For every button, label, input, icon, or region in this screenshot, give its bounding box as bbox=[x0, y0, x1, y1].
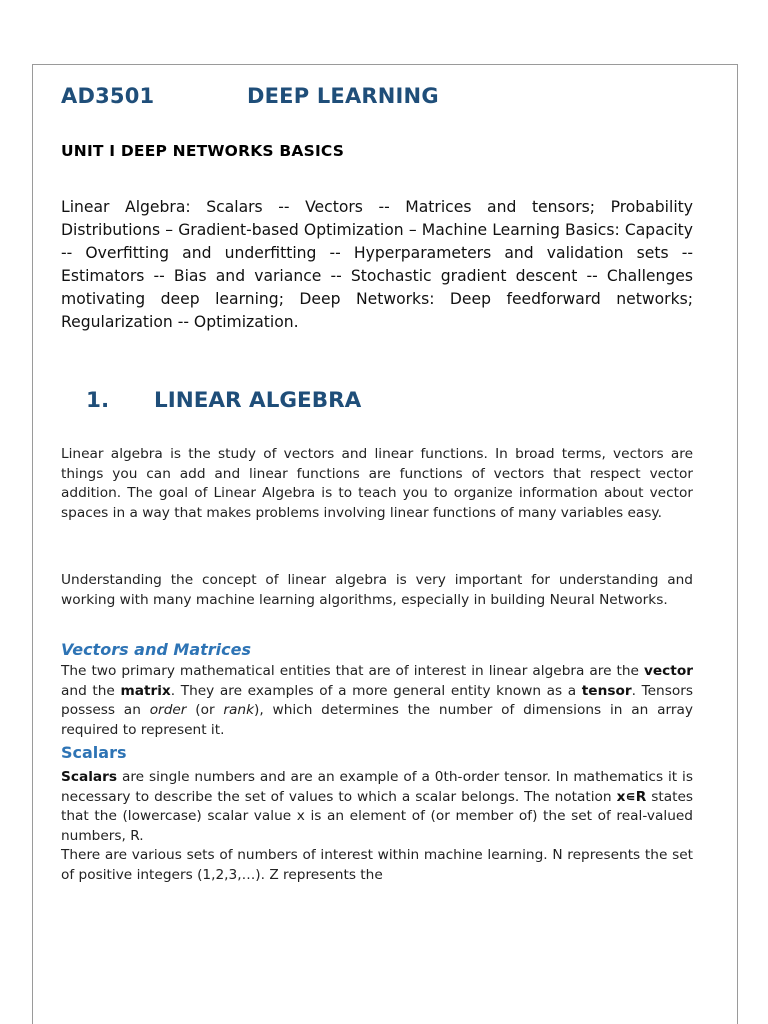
bold-term-scalars: Scalars bbox=[61, 769, 118, 785]
text-run: ), which determines the number of dimensions in an array required to represent it. bbox=[61, 702, 693, 738]
syllabus-text: Linear Algebra: Scalars -- Vectors -- Matrices and tensors; Probability Distributions – Gradient-based Optimization – Machine Learning Basics: Capacity -- Overfitting and underfitting -- Hyperparameters and validation sets -- Estimators -- Bias and variance -- Stochastic gradient descent -- Challenges motivating deep learning; Deep Networks: Deep feedforward networks; Regularization -- Optimization. bbox=[61, 198, 693, 331]
section-number: 1. bbox=[86, 388, 110, 413]
text-run: and the bbox=[61, 682, 121, 699]
importance-paragraph: Understanding the concept of linear algebra is very important for understanding and working with many machine learning algorithms, especially in building Neural Networks. bbox=[61, 572, 693, 608]
text-run: (or bbox=[186, 702, 224, 718]
section-heading bbox=[86, 388, 718, 413]
scalars-paragraph bbox=[61, 768, 693, 885]
italic-term-order: order bbox=[149, 702, 187, 718]
text-run: The two primary mathematical entities that are of interest in linear algebra are the bbox=[61, 663, 644, 679]
scalars-heading: Scalars bbox=[61, 743, 127, 762]
text-run: states that the (lowercase) scalar value x is an element of (or member of) the set of real-valued numbers, R. bbox=[61, 788, 694, 844]
text-run: are single numbers and are an example of a 0th-order tensor. In mathematics it is necessary to describe the set of values to which a scalar belongs. The notation bbox=[61, 769, 693, 805]
text-run: There are various sets of numbers of interest within machine learning. N represents the set of positive integers (1,2,3,…). Z represents the bbox=[61, 847, 693, 883]
course-name: DEEP LEARNING bbox=[247, 84, 439, 108]
bold-term-tensor: tensor bbox=[581, 682, 632, 699]
vectors-paragraph bbox=[61, 662, 693, 740]
section-title: LINEAR ALGEBRA bbox=[154, 388, 362, 413]
text-run: . Tensors possess an bbox=[61, 682, 693, 718]
vectors-heading: Vectors and Matrices bbox=[61, 640, 251, 659]
italic-term-rank: rank bbox=[223, 702, 255, 718]
bold-term-vector: vector bbox=[643, 663, 693, 679]
text-run: . They are examples of a more general entity known as a bbox=[170, 682, 582, 699]
bold-term-matrix: matrix bbox=[120, 682, 171, 699]
intro-paragraph: Linear algebra is the study of vectors and linear functions. In broad terms, vectors are things you can add and linear functions are functions of vectors that respect vector addition. The goal of Linear Algebra is to teach you to organize information about vector spaces in a way that makes problems involving linear functions of many variables easy. bbox=[61, 446, 693, 521]
course-title bbox=[61, 84, 693, 108]
unit-heading: UNIT I DEEP NETWORKS BASICS bbox=[61, 142, 345, 160]
course-code: AD3501 bbox=[61, 84, 155, 108]
bold-notation: x∊R bbox=[616, 788, 647, 805]
